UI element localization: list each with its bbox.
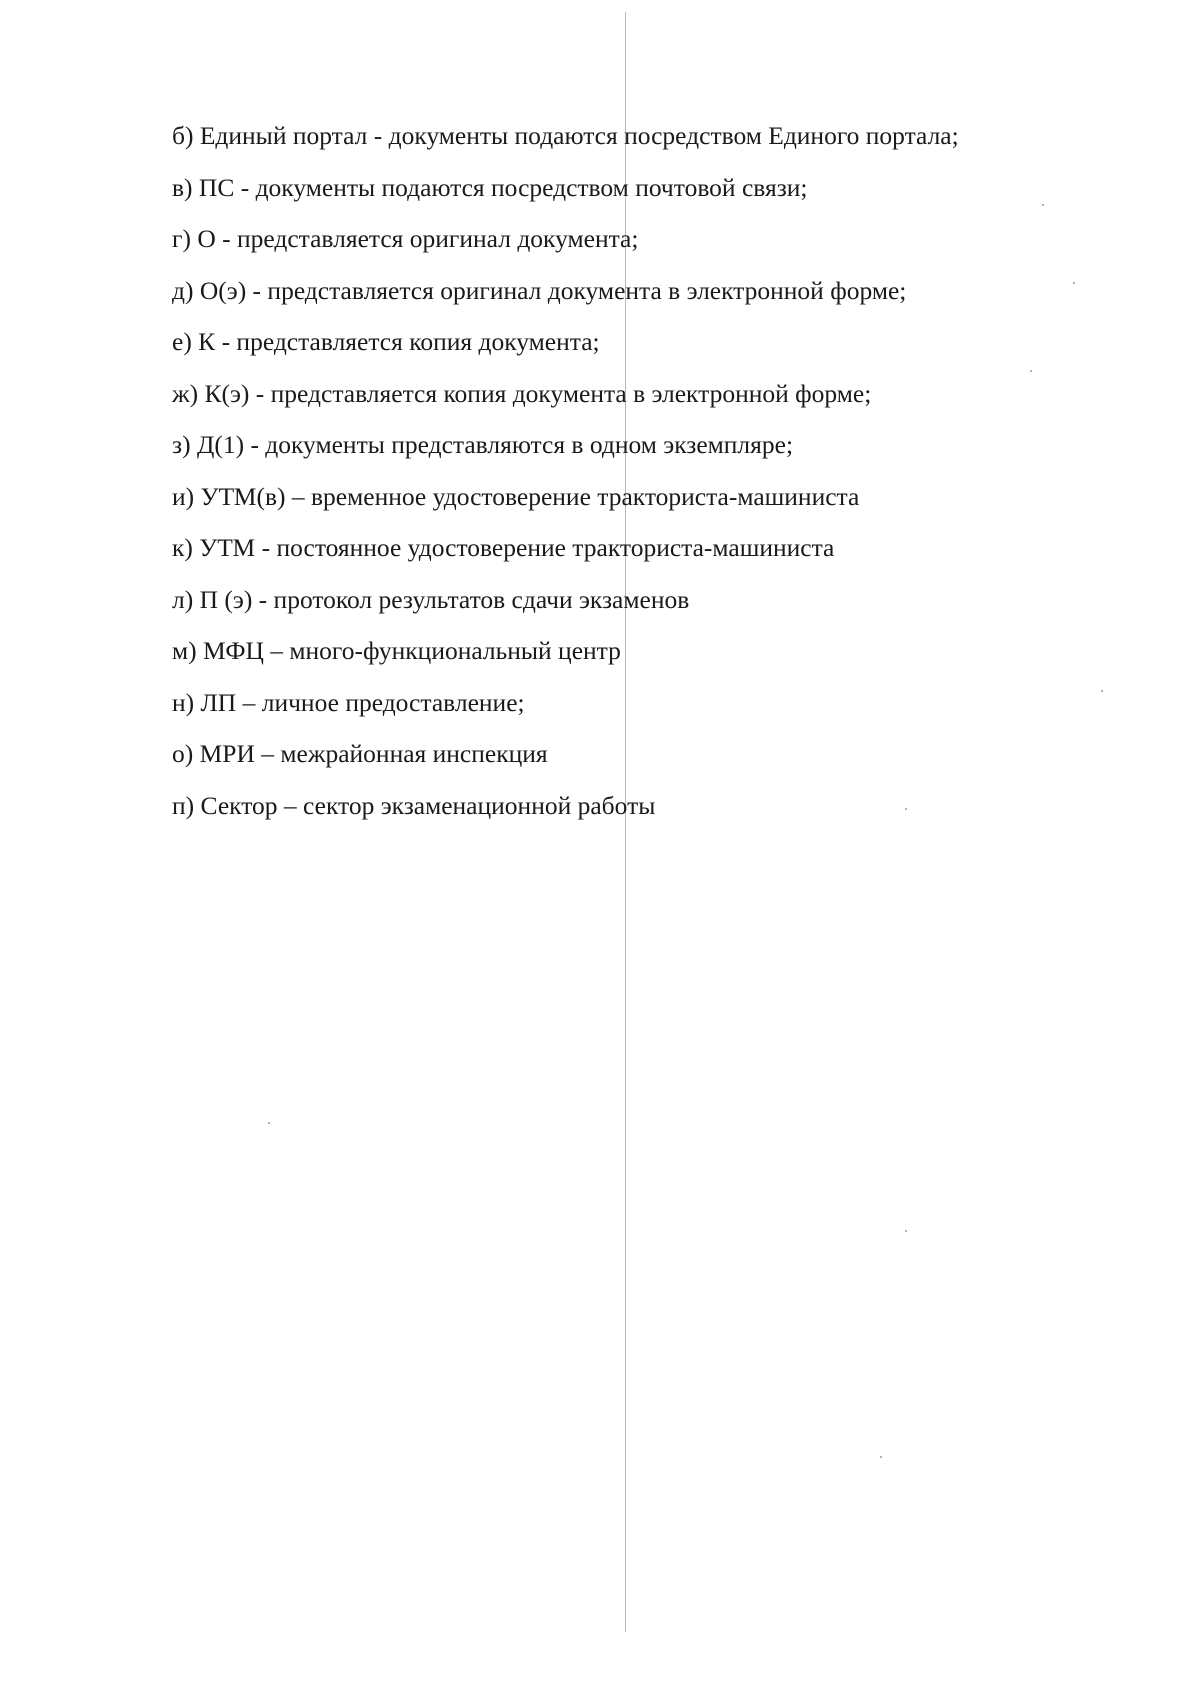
list-item: к) УТМ - постоянное удостоверение тракториста-машиниста — [172, 533, 835, 562]
abbreviation-list — [172, 110, 1162, 831]
list-item: г) О - представляется оригинал документа; — [172, 224, 639, 253]
scan-speck — [1073, 282, 1075, 284]
scan-speck — [1030, 370, 1032, 372]
list-item: п) Сектор – сектор экзаменационной работы — [172, 790, 656, 820]
list-item: о) МРИ – межрайонная инспекция — [172, 739, 548, 768]
list-item: м) МФЦ – много-функциональный центр — [172, 636, 621, 665]
scan-speck — [905, 1230, 907, 1232]
list-item: б) Единый портал - документы подаются посредством Единого портала; — [172, 121, 959, 150]
scan-speck — [905, 808, 907, 810]
scan-speck — [880, 1456, 882, 1458]
list-item: д) О(э) - представляется оригинал документа в электронной форме; — [172, 275, 907, 305]
scan-speck — [1101, 690, 1103, 692]
list-item: л) П (э) - протокол результатов сдачи экзаменов — [172, 584, 690, 614]
scan-speck — [268, 1122, 270, 1124]
list-item: н) ЛП – личное предоставление; — [172, 687, 525, 717]
list-item: е) К - представляется копия документа; — [172, 327, 600, 356]
list-item: з) Д(1) - документы представляются в одном экземпляре; — [172, 430, 794, 459]
list-item: в) ПС - документы подаются посредством почтовой связи; — [172, 172, 808, 202]
scan-speck — [1042, 204, 1044, 206]
list-item: и) УТМ(в) – временное удостоверение тракториста-машиниста — [172, 481, 860, 511]
list-item: ж) К(э) - представляется копия документа в электронной форме; — [172, 378, 872, 408]
